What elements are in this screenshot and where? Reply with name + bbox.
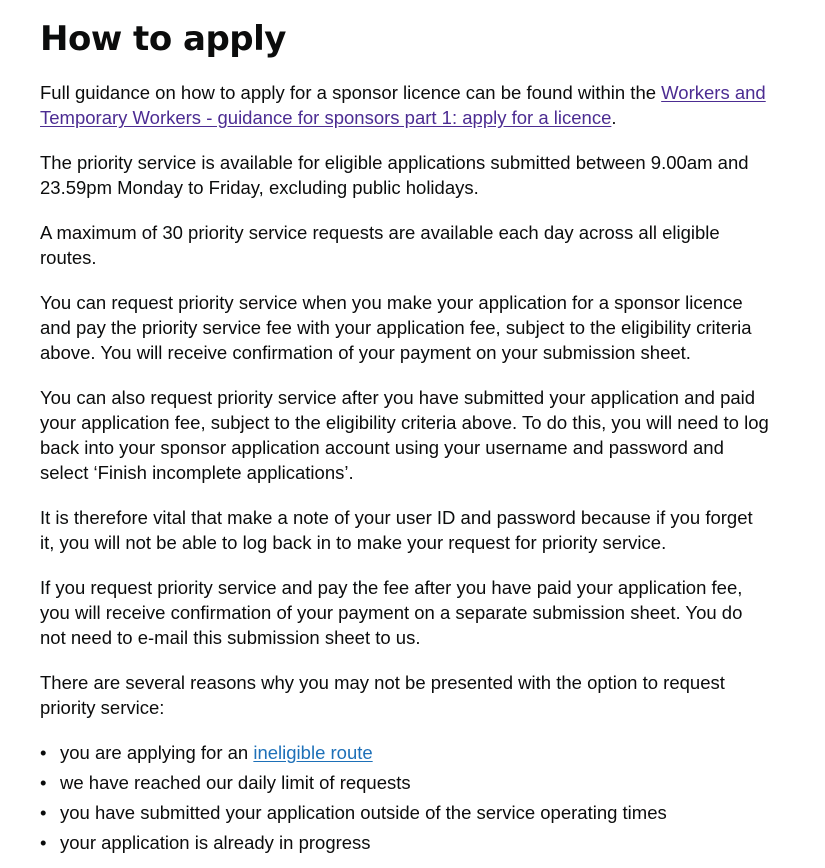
bullet-icon: •	[40, 832, 47, 853]
reason-text: you are applying for an	[60, 742, 254, 763]
daily-maximum-paragraph: A maximum of 30 priority service requests are available each day across all eligible routes.	[40, 222, 720, 268]
reasons-intro-paragraph: There are several reasons why you may not be presented with the option to request priority service:	[40, 672, 725, 718]
bullet-icon: •	[40, 742, 47, 763]
guidance-link[interactable]: Workers and Temporary Workers - guidance for sponsors part 1: apply for a licence	[40, 82, 766, 128]
separate-sheet-paragraph: If you request priority service and pay the fee after you have paid your application fee, you will receive confirmation of your payment on a separate submission sheet. You do not need to e-mail this submission sheet to us.	[40, 577, 743, 648]
list-item	[40, 770, 770, 795]
reason-text: your application is already in progress	[60, 832, 371, 853]
list-item	[40, 740, 770, 765]
request-after-submission-paragraph: You can also request priority service after you have submitted your application and paid your application fee, subject to the eligibility criteria above. To do this, you will need to log back into your sponsor application account using your username and password and select ‘Finish incomplete applications’.	[40, 387, 769, 483]
user-id-note-paragraph: It is therefore vital that make a note of your user ID and password because if you forget it, you will not be able to log back in to make your request for priority service.	[40, 507, 753, 553]
intro-end: .	[611, 107, 617, 128]
priority-hours-paragraph: The priority service is available for eligible applications submitted between 9.00am and 23.59pm Monday to Friday, excluding public holidays.	[40, 152, 749, 198]
intro-paragraph	[40, 80, 770, 130]
bullet-icon: •	[40, 802, 47, 823]
main-content	[40, 0, 770, 860]
bullet-icon: •	[40, 772, 47, 793]
reason-text: you have submitted your application outside of the service operating times	[60, 802, 667, 823]
request-at-application-paragraph: You can request priority service when you make your application for a sponsor licence and pay the priority service fee with your application fee, subject to the eligibility criteria above. You will receive confirmation of your payment on your submission sheet.	[40, 292, 752, 363]
list-item	[40, 800, 770, 825]
list-item	[40, 830, 770, 855]
reason-text: we have reached our daily limit of requests	[60, 772, 411, 793]
ineligible-route-link[interactable]: ineligible route	[253, 742, 373, 763]
page-title: How to apply	[40, 19, 286, 59]
intro-text: Full guidance on how to apply for a sponsor licence can be found within the	[40, 82, 662, 103]
reasons-list	[40, 740, 770, 855]
